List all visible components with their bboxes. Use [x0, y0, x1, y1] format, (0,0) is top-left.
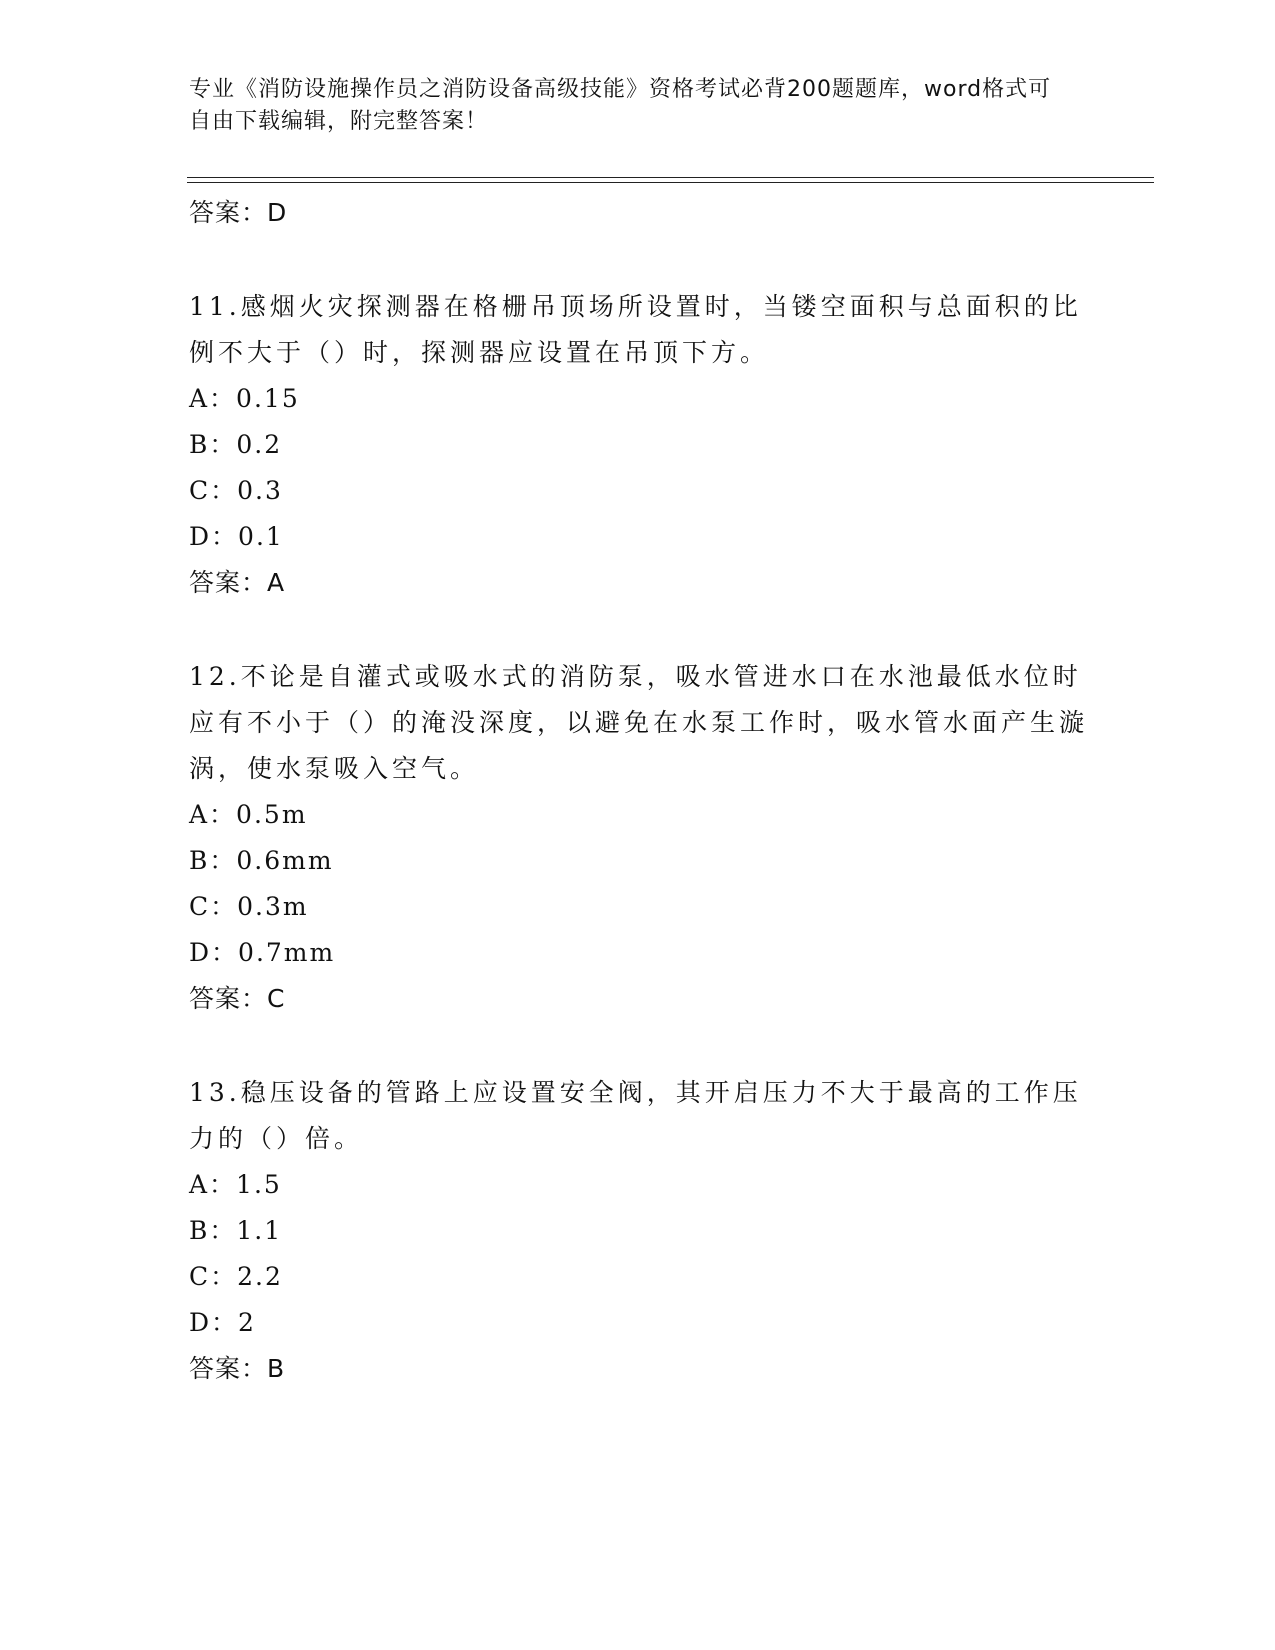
option-a: A：0.15 — [189, 384, 300, 413]
header-divider-bottom — [187, 182, 1154, 183]
option-d: D：0.1 — [189, 522, 284, 551]
option-b: B：1.1 — [189, 1216, 283, 1245]
option-c: C：2.2 — [189, 1262, 283, 1291]
option-b: B：0.2 — [189, 430, 283, 459]
answer-label: 答案：B — [189, 1354, 286, 1383]
option-c: C：0.3 — [189, 476, 283, 505]
option-c: C：0.3m — [189, 892, 309, 921]
previous-answer: 答案：D — [189, 198, 288, 227]
option-a: A：0.5m — [189, 800, 308, 829]
question-stem: 13.稳压设备的管路上应设置安全阀，其开启压力不大于最高的工作压力的（）倍。 — [189, 1078, 1082, 1153]
option-a: A：1.5 — [189, 1170, 282, 1199]
answer-label: 答案：C — [189, 984, 286, 1013]
option-d: D：0.7mm — [189, 938, 336, 967]
question-11 — [189, 284, 1089, 606]
question-list — [189, 190, 1089, 1392]
header-divider-top — [187, 177, 1154, 178]
option-d: D：2 — [189, 1308, 256, 1337]
question-12 — [189, 654, 1089, 1022]
question-stem: 12.不论是自灌式或吸水式的消防泵，吸水管进水口在水池最低水位时应有不小于（）的淹没深度，以避免在水泵工作时，吸水管水面产生漩涡，使水泵吸入空气。 — [189, 662, 1089, 783]
option-b: B：0.6mm — [189, 846, 334, 875]
answer-label: 答案：A — [189, 568, 286, 597]
question-stem: 11.感烟火灾探测器在格栅吊顶场所设置时，当镂空面积与总面积的比例不大于（）时，探测器应设置在吊顶下方。 — [189, 292, 1082, 367]
question-13 — [189, 1070, 1089, 1392]
document-header: 专业《消防设施操作员之消防设备高级技能》资格考试必背200题题库，word格式可自由下载编辑，附完整答案！ — [189, 77, 1052, 134]
